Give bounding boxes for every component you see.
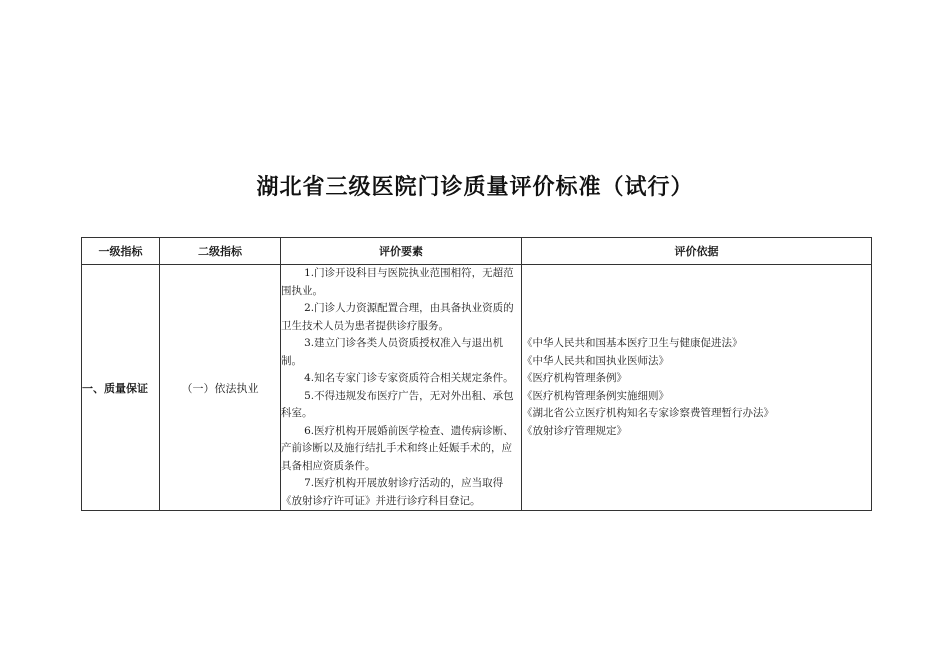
basis-item: 《医疗机构管理条例》 [522,372,627,384]
evaluation-standards-table [81,237,872,511]
basis-item: 《湖北省公立医疗机构知名专家诊察费管理暂行办法》 [522,407,774,419]
element-item: 2.门诊人力资源配置合理，由具备执业资质的卫生技术人员为患者提供诊疗服务。 [281,302,514,332]
element-item: 7.医疗机构开展放射诊疗活动的，应当取得《放射诊疗许可证》并进行诊疗科目登记。 [281,477,504,507]
header-level2-indicator: 二级指标 [160,238,281,265]
basis-item: 《放射诊疗管理规定》 [522,424,627,437]
element-item: 3.建立门诊各类人员资质授权准入与退出机制。 [281,337,504,367]
header-evaluation-basis: 评价依据 [522,238,872,265]
level2-indicator-cell: （一）依法执业 [160,265,281,511]
document-title: 湖北省三级医院门诊质量评价标准（试行） [256,175,694,200]
element-item: 4.知名专家门诊专家资质符合相关规定条件。 [304,372,514,384]
header-evaluation-elements: 评价要素 [281,238,522,265]
table-row [82,265,872,511]
basis-item: 《中华人民共和国执业医师法》 [522,354,669,367]
table-header-row [82,238,872,265]
evaluation-basis-cell [522,265,872,511]
basis-item: 《中华人民共和国基本医疗卫生与健康促进法》 [522,337,743,349]
level1-indicator-cell: 一、质量保证 [82,265,160,511]
element-item: 5.不得违规发布医疗广告，无对外出租、承包科室。 [281,389,514,419]
element-item: 1.门诊开设科目与医院执业范围相符，无超范围执业。 [281,267,514,297]
element-item: 6.医疗机构开展婚前医学检查、遗传病诊断、产前诊断以及施行结扎手术和终止妊娠手术的，应具备相应资质条件。 [281,424,514,472]
basis-item: 《医疗机构管理条例实施细则》 [522,389,669,402]
header-level1-indicator: 一级指标 [82,238,160,265]
evaluation-elements-cell [281,265,522,511]
